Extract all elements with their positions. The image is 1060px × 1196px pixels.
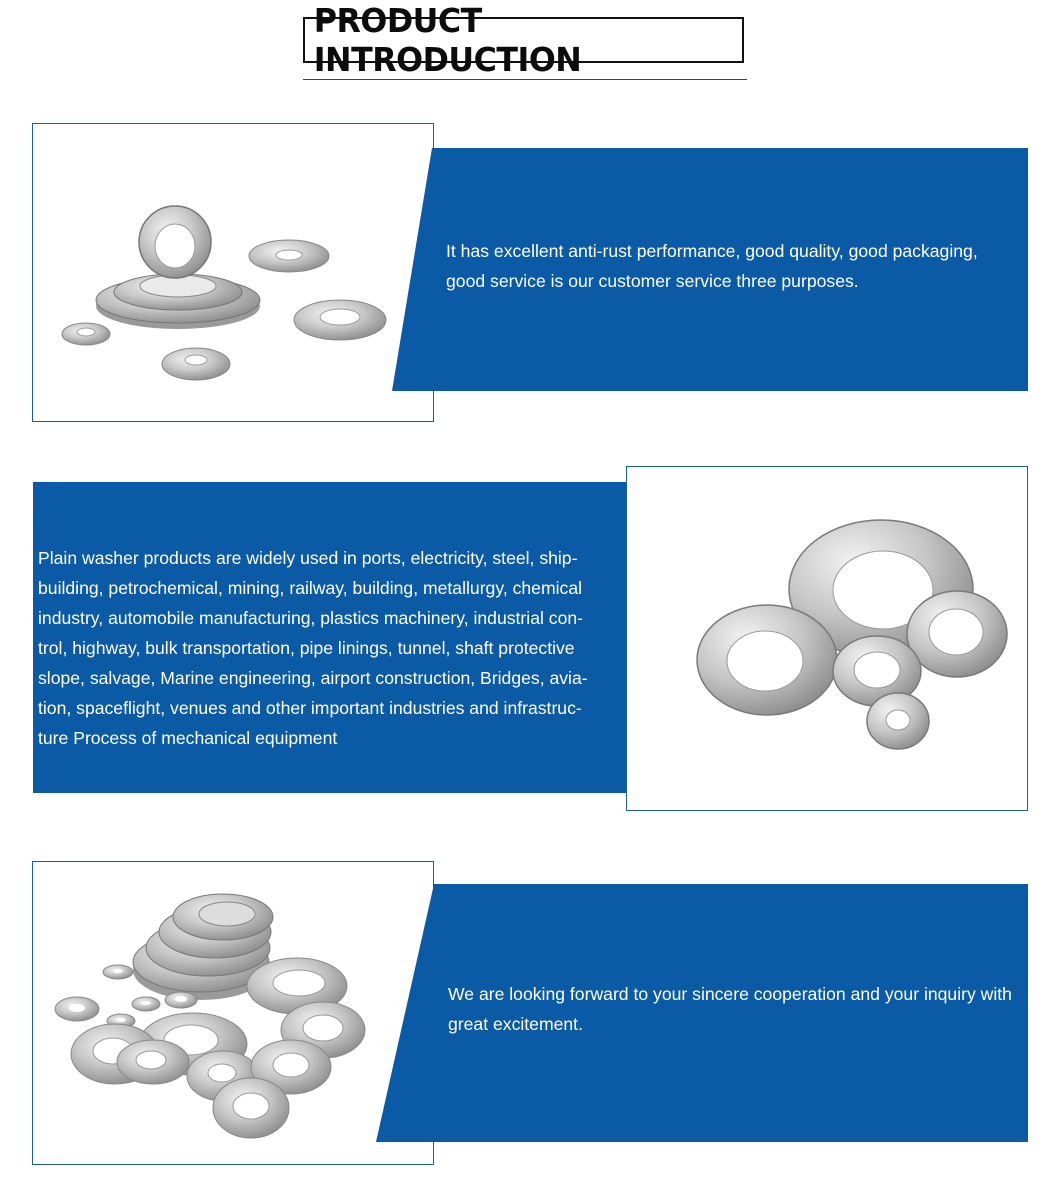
banner-2-text: Plain washer products are widely used in ports, electricity, steel, ship-building, petrochemical, mining, railway, building, metallurgy, chemical industry, automobile manufacturing, plastics machinery, industrial con-trol, highway, bulk transportation, pipe linings, tunnel, shaft protective slope, salvage, Marine engineering, airport construction, Bridges, avia-tion, spaceflight, venues and other important industries and infrastruc-ture Process of mechanical equipment: [38, 548, 588, 748]
washers-illustration-1: [33, 124, 433, 421]
washers-photo-3: [32, 861, 434, 1165]
washers-illustration-3: [33, 862, 433, 1164]
washers-photo-1: [32, 123, 434, 422]
title-box: [303, 1, 744, 79]
page-title: PRODUCT INTRODUCTION: [313, 1, 582, 79]
banner-1-text: It has excellent anti-rust performance, good quality, good packaging, good service is our customer service three purposes.: [446, 241, 978, 291]
washers-illustration-2: [627, 467, 1027, 810]
title-divider: [303, 79, 747, 80]
washers-photo-2: [626, 466, 1028, 811]
banner-3-text: We are looking forward to your sincere cooperation and your inquiry with great excitement.: [448, 984, 1012, 1034]
